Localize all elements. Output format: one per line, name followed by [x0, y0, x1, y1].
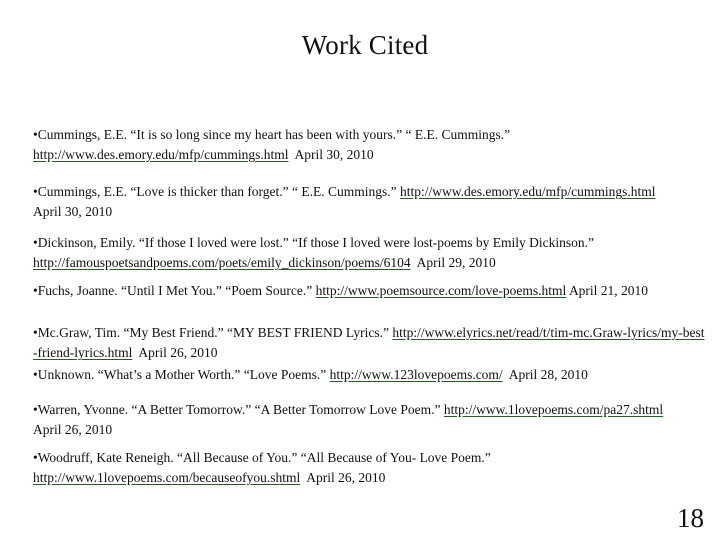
citation-text: •Warren, Yvonne. “A Better Tomorrow.” “A Better Tomorrow Love Poem.” — [33, 402, 441, 417]
citation-entry — [33, 182, 705, 222]
citation-entry — [33, 125, 705, 165]
citation-text: •Unknown. “What’s a Mother Worth.” “Love Poems.” — [33, 367, 327, 382]
citation-date: April 29, 2010 — [416, 255, 496, 270]
citation-link[interactable]: http://www.123lovepoems.com/ — [329, 367, 503, 382]
citation-link[interactable]: http://www.poemsource.com/love-poems.html — [315, 283, 567, 298]
citation-link[interactable]: http://www.1lovepoems.com/becauseofyou.shtml — [33, 470, 301, 485]
citation-link[interactable]: http://www.des.emory.edu/mfp/cummings.html — [33, 147, 289, 162]
citation-text: •Dickinson, Emily. “If those I loved were lost.” “If those I loved were lost-poems by Emily Dickinson.” — [33, 235, 594, 250]
page-number: 18 — [677, 503, 704, 533]
citation-date: April 26, 2010 — [33, 422, 113, 437]
citation-date: April 28, 2010 — [508, 367, 588, 382]
citation-entry — [33, 323, 705, 363]
citation-text: •Mc.Graw, Tim. “My Best Friend.” “MY BEST FRIEND Lyrics.” — [33, 325, 389, 340]
citation-date: April 21, 2010 — [568, 283, 649, 298]
citation-link[interactable]: http://www.des.emory.edu/mfp/cummings.html — [400, 184, 656, 199]
citation-text: •Fuchs, Joanne. “Until I Met You.” “Poem Source.” — [33, 283, 313, 298]
citation-entry — [33, 365, 705, 385]
citation-link[interactable]: http://www.1lovepoems.com/pa27.shtml — [443, 402, 664, 417]
citation-entry — [33, 233, 705, 273]
citation-entry — [33, 448, 705, 488]
citation-text: •Cummings, E.E. “It is so long since my heart has been with yours.” “ E.E. Cummings.” — [33, 127, 511, 142]
citation-link[interactable]: http://famouspoetsandpoems.com/poets/emily_dickinson/poems/6104 — [33, 255, 411, 270]
citation-date: April 26, 2010 — [138, 345, 218, 360]
citation-text: •Cummings, E.E. “Love is thicker than forget.” “ E.E. Cummings.” — [33, 184, 397, 199]
citation-link[interactable]: http://www.elyrics.net/read/t/tim-mc.Graw-lyrics/my-best-friend-lyrics.html — [33, 325, 705, 360]
page-title: Work Cited — [301, 30, 429, 60]
citation-date: April 30, 2010 — [33, 204, 113, 219]
citation-entry — [33, 281, 705, 301]
citation-text: •Woodruff, Kate Reneigh. “All Because of You.” “All Because of You- Love Poem.” — [33, 450, 491, 465]
citation-date: April 26, 2010 — [306, 470, 386, 485]
citation-entry — [33, 400, 705, 440]
citation-date: April 30, 2010 — [294, 147, 374, 162]
